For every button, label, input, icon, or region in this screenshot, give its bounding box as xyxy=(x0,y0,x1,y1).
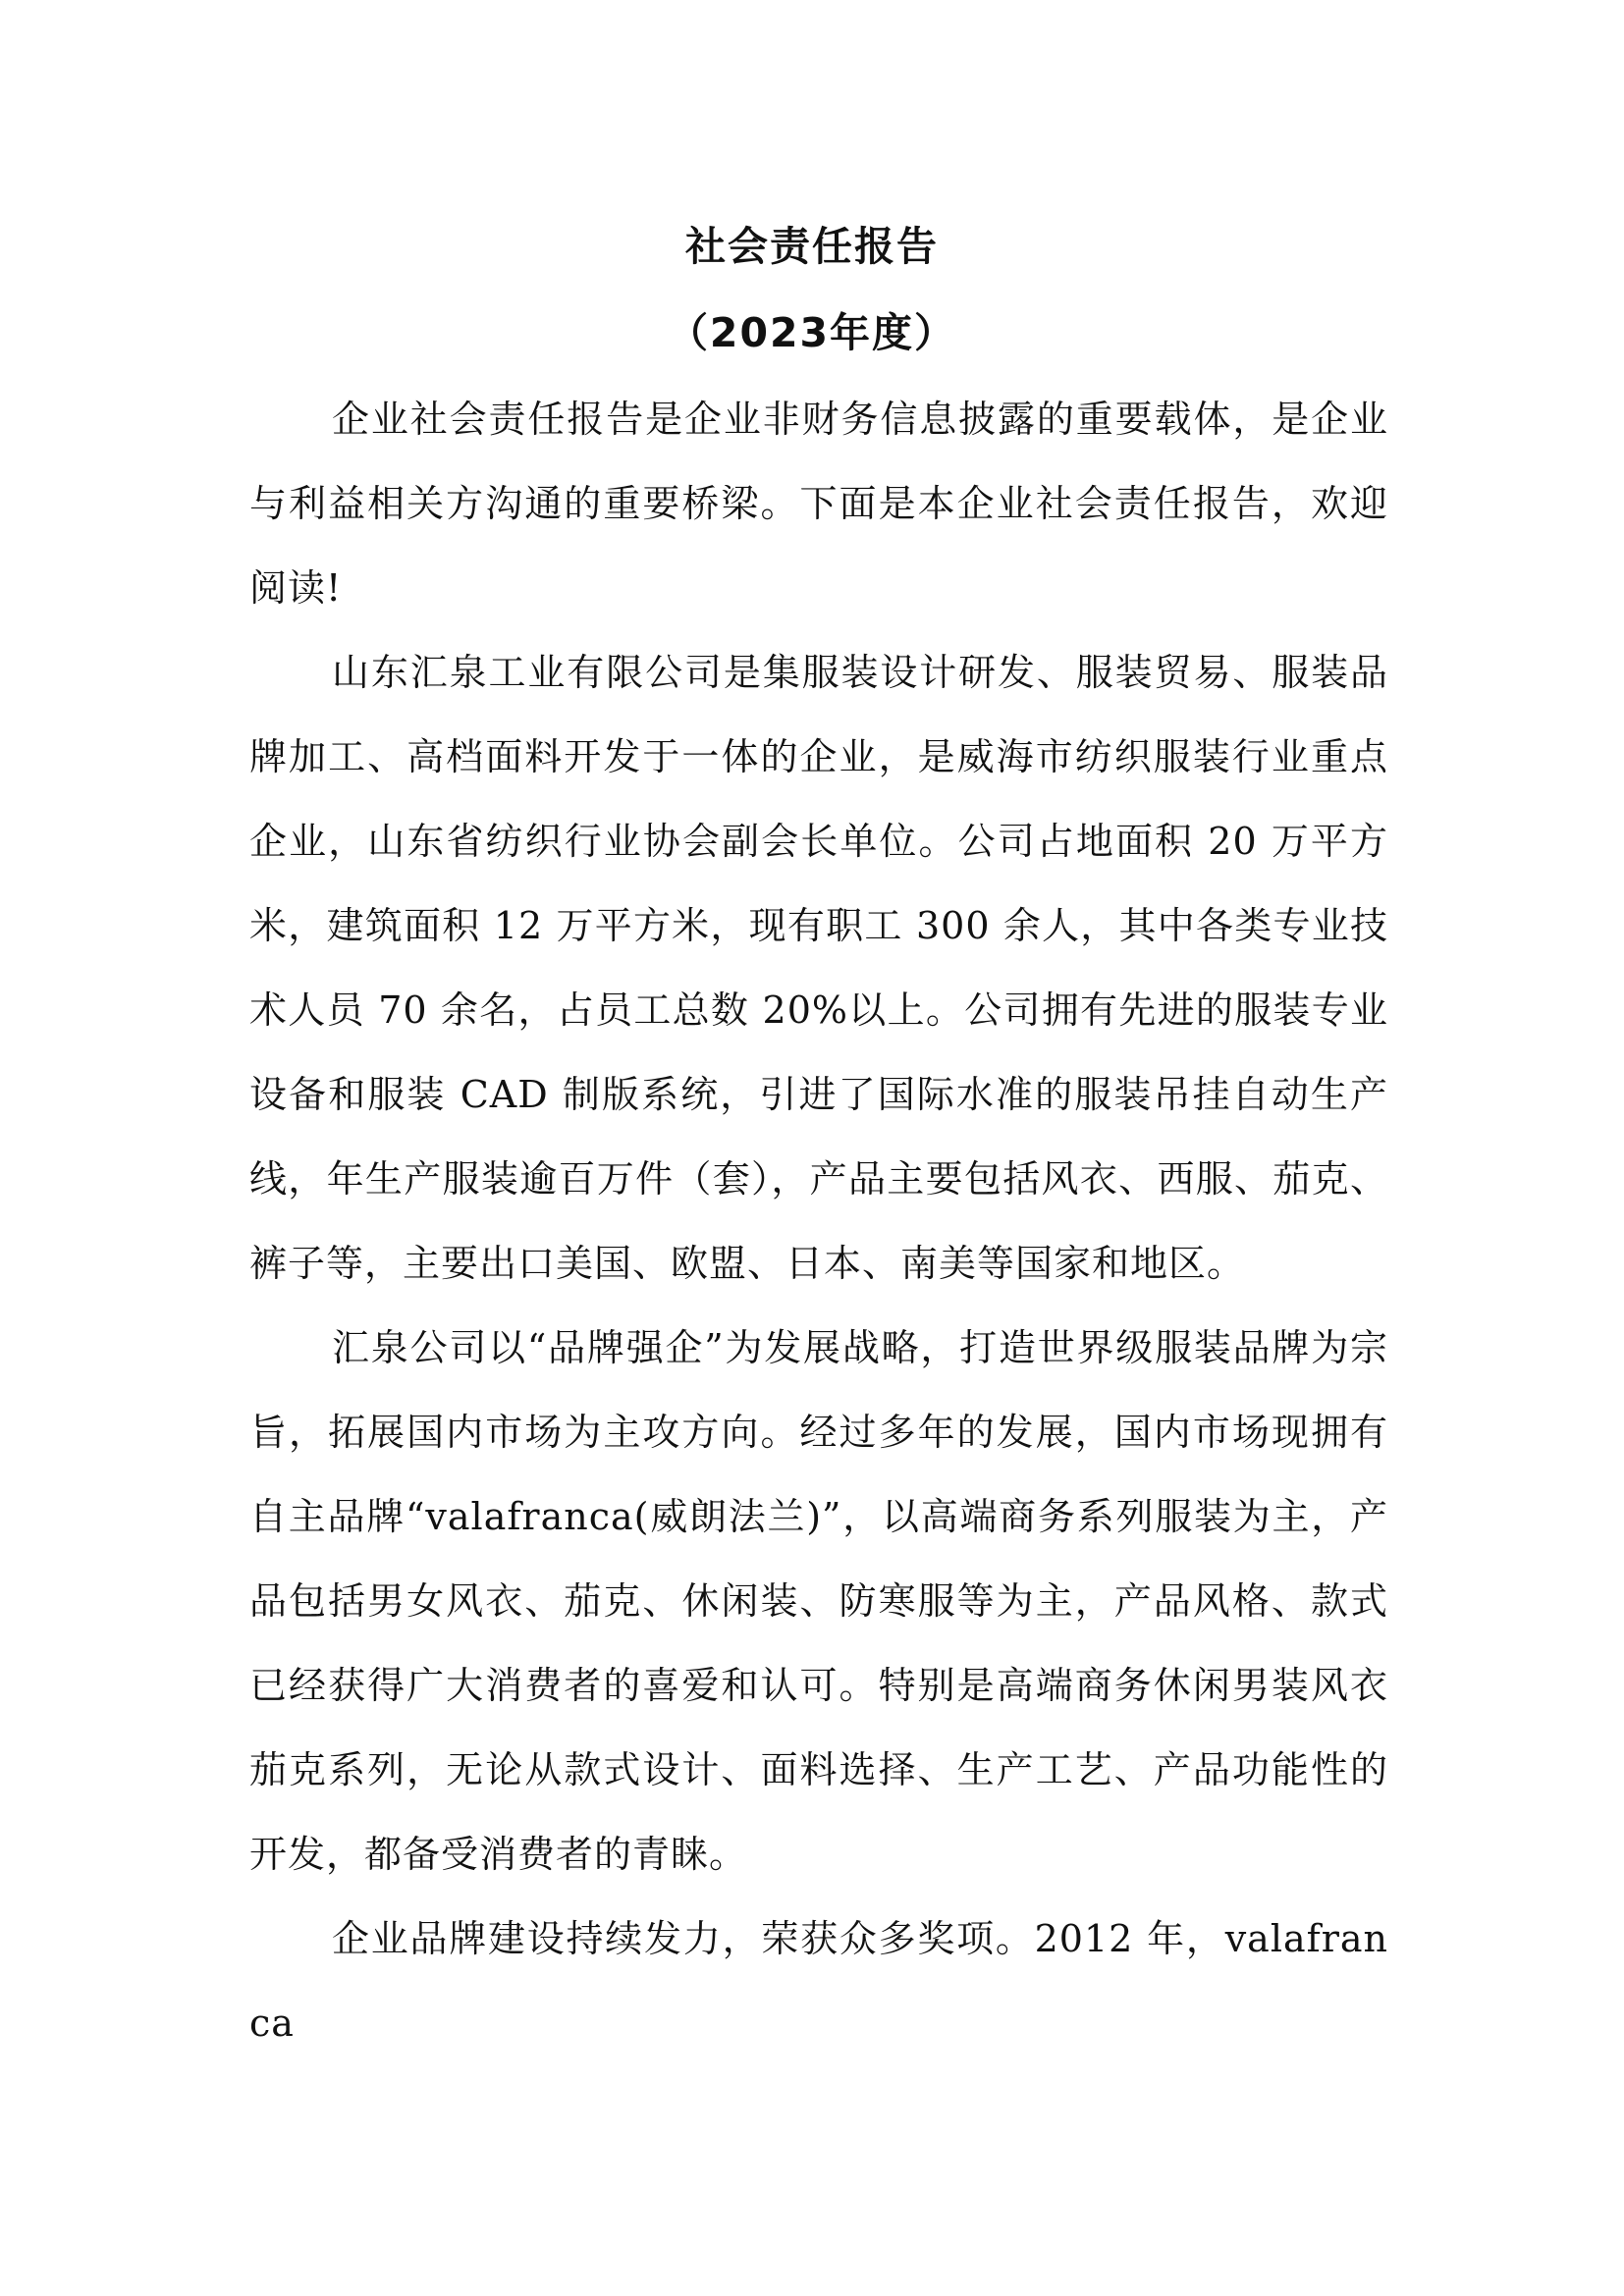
document-subtitle: （2023年度） xyxy=(667,309,957,356)
paragraph-brand-awards: 企业品牌建设持续发力，荣获众多奖项。2012 年，valafranca xyxy=(249,1917,1388,2045)
paragraph-brand-strategy: 汇泉公司以“品牌强企”为发展战略，打造世界级服装品牌为宗旨，拓展国内市场为主攻方向。经过多年的发展，国内市场现拥有自主品牌“valafranca(威朗法兰)”，以高端商务系列服装为主，产品包括男女风衣、茄克、休闲装、防寒服等为主，产品风格、款式已经获得广大消费者的喜爱和认可。特别是高端商务休闲男装风衣茄克系列，无论从款式设计、面料选择、生产工艺、产品功能性的开发，都备受消费者的青睐。 xyxy=(249,1326,1388,1876)
document-title: 社会责任报告 xyxy=(685,223,939,270)
paragraph-company-profile: 山东汇泉工业有限公司是集服装设计研发、服装贸易、服装品牌加工、高档面料开发于一体的企业，是威海市纺织服装行业重点企业，山东省纺织行业协会副会长单位。公司占地面积 20 万平方米，建筑面积 12 万平方米，现有职工 300 余人，其中各类专业技术人员 70 余名，占员工总数 20%以上。公司拥有先进的服装专业设备和服装 CAD 制版系统，引进了国际水准的服装吊挂自动生产线，年生产服装逾百万件（套），产品主要包括风衣、西服、茄克、裤子等，主要出口美国、欧盟、日本、南美等国家和地区。 xyxy=(249,651,1388,1285)
paragraph-intro: 企业社会责任报告是企业非财务信息披露的重要载体，是企业与利益相关方沟通的重要桥梁。下面是本企业社会责任报告，欢迎阅读! xyxy=(249,398,1388,610)
document-body xyxy=(249,377,1388,2065)
